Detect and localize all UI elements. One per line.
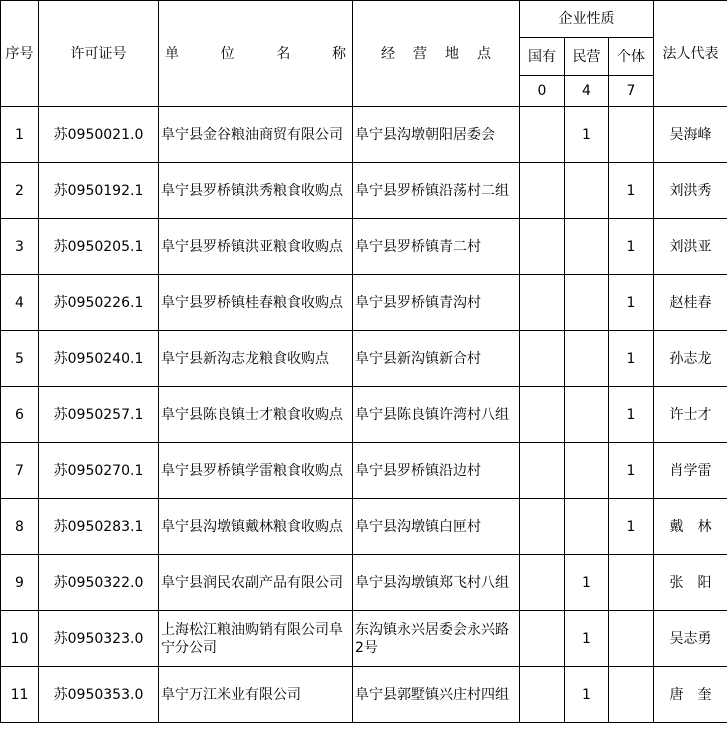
cell-state [520, 219, 565, 275]
header-state: 国有 [520, 38, 565, 76]
cell-state [520, 611, 565, 667]
cell-unit: 上海松江粮油购销有限公司阜宁分公司 [159, 611, 353, 667]
cell-location: 阜宁县沟墩朝阳居委会 [353, 107, 520, 163]
cell-unit: 阜宁县罗桥镇学雷粮食收购点 [159, 443, 353, 499]
cell-seq: 9 [1, 555, 39, 611]
header-unit-char: 单 [165, 45, 179, 62]
header-private: 民营 [565, 38, 609, 76]
cell-state [520, 331, 565, 387]
cell-state [520, 275, 565, 331]
header-unit [159, 1, 353, 107]
cell-private [565, 331, 609, 387]
cell-license: 苏0950205.1 [39, 219, 159, 275]
cell-seq: 6 [1, 387, 39, 443]
cell-state [520, 667, 565, 723]
cell-individual [609, 107, 654, 163]
cell-private [565, 275, 609, 331]
cell-unit: 阜宁县金谷粮油商贸有限公司 [159, 107, 353, 163]
cell-legal-rep: 张 阳 [654, 555, 727, 611]
cell-private [565, 443, 609, 499]
cell-seq: 11 [1, 667, 39, 723]
cell-seq: 1 [1, 107, 39, 163]
table-row [1, 275, 727, 331]
cell-private [565, 387, 609, 443]
table-row [1, 331, 727, 387]
cell-license: 苏0950270.1 [39, 443, 159, 499]
cell-location: 阜宁县沟墩镇郑飞村八组 [353, 555, 520, 611]
cell-seq: 2 [1, 163, 39, 219]
table-row [1, 611, 727, 667]
header-individual: 个体 [609, 38, 654, 76]
table-row [1, 387, 727, 443]
cell-seq: 8 [1, 499, 39, 555]
cell-legal-rep: 孙志龙 [654, 331, 727, 387]
cell-seq: 4 [1, 275, 39, 331]
cell-state [520, 163, 565, 219]
cell-legal-rep: 吴志勇 [654, 611, 727, 667]
cell-individual: 1 [609, 499, 654, 555]
cell-unit: 阜宁县罗桥镇桂春粮食收购点 [159, 275, 353, 331]
table-row [1, 667, 727, 723]
header-location [353, 1, 520, 107]
cell-location: 阜宁县新沟镇新合村 [353, 331, 520, 387]
cell-license: 苏0950257.1 [39, 387, 159, 443]
cell-seq: 3 [1, 219, 39, 275]
cell-private [565, 163, 609, 219]
cell-unit: 阜宁县罗桥镇洪秀粮食收购点 [159, 163, 353, 219]
table-row [1, 499, 727, 555]
table-row [1, 555, 727, 611]
cell-individual: 1 [609, 219, 654, 275]
header-location-char: 经 [381, 45, 395, 62]
cell-private [565, 219, 609, 275]
cell-state [520, 555, 565, 611]
cell-seq: 10 [1, 611, 39, 667]
cell-unit: 阜宁县陈良镇士才粮食收购点 [159, 387, 353, 443]
header-legal-rep: 法人代表 [654, 1, 727, 107]
header-unit-char: 位 [220, 45, 235, 62]
cell-private [565, 499, 609, 555]
cell-location: 阜宁县郭墅镇兴庄村四组 [353, 667, 520, 723]
cell-state [520, 443, 565, 499]
header-enterprise-type: 企业性质 [520, 1, 654, 38]
count-state: 0 [520, 76, 565, 107]
cell-license: 苏0950240.1 [39, 331, 159, 387]
cell-private: 1 [565, 667, 609, 723]
table-row [1, 443, 727, 499]
header-location-char: 营 [413, 45, 427, 62]
cell-legal-rep: 戴 林 [654, 499, 727, 555]
cell-unit: 阜宁万江米业有限公司 [159, 667, 353, 723]
cell-state [520, 387, 565, 443]
cell-state [520, 107, 565, 163]
count-private: 4 [565, 76, 609, 107]
header-location-char: 点 [477, 45, 491, 62]
cell-individual: 1 [609, 275, 654, 331]
cell-unit: 阜宁县沟墩镇戴林粮食收购点 [159, 499, 353, 555]
cell-individual: 1 [609, 331, 654, 387]
cell-state [520, 499, 565, 555]
cell-license: 苏0950192.1 [39, 163, 159, 219]
cell-location: 阜宁县罗桥镇沿荡村二组 [353, 163, 520, 219]
cell-unit: 阜宁县新沟志龙粮食收购点 [159, 331, 353, 387]
count-individual: 7 [609, 76, 654, 107]
table-row [1, 107, 727, 163]
cell-individual: 1 [609, 163, 654, 219]
cell-individual: 1 [609, 443, 654, 499]
cell-location: 阜宁县罗桥镇青二村 [353, 219, 520, 275]
cell-individual [609, 667, 654, 723]
cell-license: 苏0950353.0 [39, 667, 159, 723]
header-seq: 序号 [1, 1, 39, 107]
cell-location: 阜宁县罗桥镇青沟村 [353, 275, 520, 331]
cell-unit: 阜宁县罗桥镇洪亚粮食收购点 [159, 219, 353, 275]
cell-private: 1 [565, 107, 609, 163]
cell-location: 阜宁县陈良镇许湾村八组 [353, 387, 520, 443]
header-location-char: 地 [445, 45, 459, 62]
cell-private: 1 [565, 611, 609, 667]
header-unit-char: 名 [276, 45, 291, 62]
cell-private: 1 [565, 555, 609, 611]
cell-unit: 阜宁县润民农副产品有限公司 [159, 555, 353, 611]
table-row [1, 163, 727, 219]
cell-location: 阜宁县罗桥镇沿边村 [353, 443, 520, 499]
cell-license: 苏0950283.1 [39, 499, 159, 555]
header-unit-char: 称 [331, 45, 346, 62]
cell-legal-rep: 刘洪秀 [654, 163, 727, 219]
cell-individual [609, 555, 654, 611]
cell-license: 苏0950323.0 [39, 611, 159, 667]
header-license: 许可证号 [39, 1, 159, 107]
cell-license: 苏0950322.0 [39, 555, 159, 611]
cell-location: 东沟镇永兴居委会永兴路2号 [353, 611, 520, 667]
cell-individual: 1 [609, 387, 654, 443]
cell-legal-rep: 刘洪亚 [654, 219, 727, 275]
cell-legal-rep: 肖学雷 [654, 443, 727, 499]
cell-legal-rep: 赵桂春 [654, 275, 727, 331]
cell-seq: 7 [1, 443, 39, 499]
cell-legal-rep: 唐 奎 [654, 667, 727, 723]
cell-legal-rep: 吴海峰 [654, 107, 727, 163]
table-row [1, 219, 727, 275]
cell-seq: 5 [1, 331, 39, 387]
cell-individual [609, 611, 654, 667]
cell-legal-rep: 许士才 [654, 387, 727, 443]
cell-license: 苏0950226.1 [39, 275, 159, 331]
cell-location: 阜宁县沟墩镇白匣村 [353, 499, 520, 555]
cell-license: 苏0950021.0 [39, 107, 159, 163]
